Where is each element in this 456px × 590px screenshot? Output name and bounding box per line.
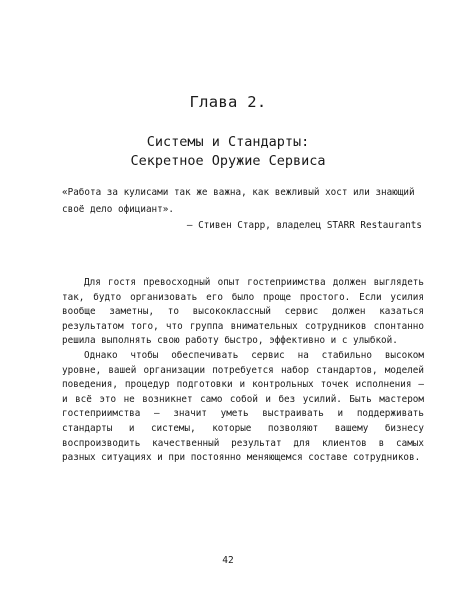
body-text — [62, 276, 424, 466]
chapter-heading: Глава 2. — [189, 93, 267, 111]
chapter-title-line-2: Секретное Оружие Сервиса — [130, 153, 326, 169]
epigraph-author: — Стивен Старр, владелец STARR Restaurants — [186, 220, 422, 231]
chapter-title-line-1: Системы и Стандарты: — [146, 134, 310, 150]
paragraph: Однако чтобы обеспечивать сервис на стабильно высоком уровне, вашей организации потребуется набор стандартов, моделей поведения, процедур подготовки и контрольных точек исполнения — и всё это не возникнет само собой и без усилий. Быть мастером гостеприимства — значит уметь выстраивать и поддерживать стандарты и системы, которые позволяют вашему бизнесу воспроизводить качественный результат для клиентов в самых разных ситуациях и при постоянно меняющемся составе сотрудников. — [62, 349, 424, 464]
paragraph: Для гостя превосходный опыт гостеприимства должен выглядеть так, будто организовать его было проще простого. Если усилия вообще заметны, то высококлассный сервис должен казаться результатом того, что группа внимательных сотрудников спонтанно решила выполнять свою работу быстро, эффективно и с улыбкой. — [62, 277, 424, 347]
epigraph-quote: «Работа за кулисами так же важна, как вежливый хост или знающий своё дело официант». — [62, 187, 415, 215]
page-number: 42 — [222, 555, 234, 566]
epigraph — [62, 185, 422, 235]
